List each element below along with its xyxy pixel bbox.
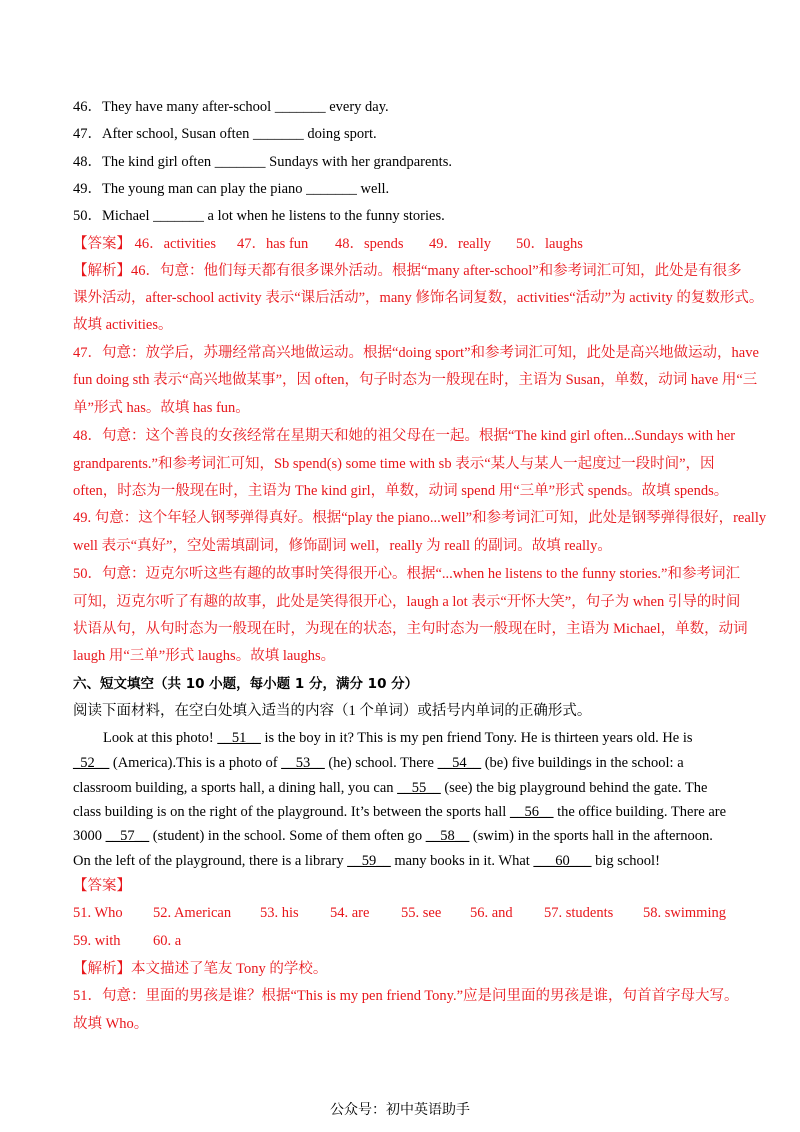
answer-item: 53. his xyxy=(260,905,299,921)
blank-56: __56__ xyxy=(509,804,554,820)
passage-line: Look at this photo! __51__ is the boy in it? This is my pen friend Tony. He is thirteen years old. He is xyxy=(103,730,693,746)
blank-60: ___60___ xyxy=(533,853,592,869)
answer-item: 59. with xyxy=(73,933,121,949)
question-49: 49．The young man can play the piano _______ well. xyxy=(73,181,390,197)
answer-46-50 xyxy=(73,235,728,253)
answer-item: 48．spends xyxy=(335,236,404,252)
answer-item: 60. a xyxy=(153,933,182,949)
answer-item: 49．really xyxy=(429,236,492,252)
passage-line: 3000 __57__ (student) in the school. Some of them often go __58__ (swim) in the sports hall in the afternoon. xyxy=(73,828,713,844)
answer-item: 57. students xyxy=(544,905,614,921)
question-46: 46．They have many after-school _______ every day. xyxy=(73,99,389,115)
analysis-line: fun doing sth 表示“高兴地做某事”，因 often，句子时态为一般现在时，主语为 Susan，单数，动词 have 用“三 xyxy=(73,372,758,388)
analysis-line: 单”形式 has。故填 has fun。 xyxy=(73,400,250,416)
analysis-line: laugh 用“三单”形式 laughs。故填 laughs。 xyxy=(73,648,336,664)
answer-tag: 【答案】 xyxy=(73,236,131,252)
answer-tag: 【答案】 xyxy=(73,878,131,894)
analysis-line: 可知，迈克尔听了有趣的故事，此处是笑得很开心，laugh a lot 表示“开怀大笑”，句子为 when 引导的时间 xyxy=(73,594,741,610)
blank-55: __55__ xyxy=(397,780,441,796)
blank-54: __54__ xyxy=(437,755,482,771)
analysis-line: 状语从句，从句时态为一般现在时，为现在的状态，主句时态为一般现在时，主语为 Michael，单数，动词 xyxy=(73,621,748,637)
analysis-line: 【解析】本文描述了笔友 Tony 的学校。 xyxy=(73,961,328,977)
blank-52: _52__ xyxy=(73,755,110,771)
analysis-line: 49. 句意：这个年轻人钢琴弹得真好。根据“play the piano...well”和参考词汇可知，此处是钢琴弹得很好，really xyxy=(73,510,767,526)
blank-58: __58__ xyxy=(425,828,470,844)
answer-item: 50．laughs xyxy=(516,236,583,252)
analysis-line: 47．句意：放学后，苏珊经常高兴地做运动。根据“doing sport”和参考词汇可知，此处是高兴地做运动，have xyxy=(73,345,759,361)
answer-item: 46．activities xyxy=(134,236,216,252)
passage-line: _52__ (America).This is a photo of __53__ (he) school. There __54__ (be) five buildings in the school: a xyxy=(73,755,684,771)
question-50: 50．Michael _______ a lot when he listens to the funny stories. xyxy=(73,208,445,224)
answer-item: 47．has fun xyxy=(237,236,309,252)
answer-item: 55. see xyxy=(401,905,442,921)
passage-line: On the left of the playground, there is a library __59__ many books in it. What ___60___ big school! xyxy=(73,853,660,869)
blank-53: __53__ xyxy=(281,755,325,771)
answer-item: 51. Who xyxy=(73,905,123,921)
analysis-line: well 表示“真好”，空处需填副词，修饰副词 well，really 为 reall 的副词。故填 really。 xyxy=(73,538,612,554)
analysis-line: 51．句意：里面的男孩是谁？根据“This is my pen friend Tony.”应是问里面的男孩是谁，句首首字母大写。 xyxy=(73,988,739,1004)
question-47: 47．After school, Susan often _______ doing sport. xyxy=(73,126,377,142)
page-footer: 公众号：初中英语助手 xyxy=(330,1103,470,1118)
answer-item: 56. and xyxy=(470,905,513,921)
passage-line: classroom building, a sports hall, a dining hall, you can __55__ (see) the big playground behind the gate. The xyxy=(73,780,708,796)
analysis-line: 故填 Who。 xyxy=(73,1016,149,1032)
analysis-line: often，时态为一般现在时，主语为 The kind girl，单数，动词 spend 用“三单”形式 spends。故填 spends。 xyxy=(73,483,729,499)
analysis-line: 50．句意：迈克尔听这些有趣的故事时笑得很开心。根据“...when he listens to the funny stories.”和参考词汇 xyxy=(73,566,740,582)
section-instruction: 阅读下面材料，在空白处填入适当的内容（1 个单词）或括号内单词的正确形式。 xyxy=(73,703,592,719)
answer-item: 58. swimming xyxy=(643,905,726,921)
analysis-line: 课外活动，after-school activity 表示“课后活动”，many 修饰名词复数，activities“活动”为 activity 的复数形式。 xyxy=(73,290,764,306)
analysis-line: 48．句意：这个善良的女孩经常在星期天和她的祖父母在一起。根据“The kind girl often...Sundays with her xyxy=(73,428,736,444)
answer-item: 54. are xyxy=(330,905,370,921)
question-48: 48．The kind girl often _______ Sundays with her grandparents. xyxy=(73,154,452,170)
passage-line: class building is on the right of the playground. It’s between the sports hall __56__ the office building. There are xyxy=(73,804,727,820)
blank-51: __51__ xyxy=(217,730,261,746)
analysis-line: 故填 activities。 xyxy=(73,317,173,333)
analysis-line: grandparents.”和参考词汇可知，Sb spend(s) some time with sb 表示“某人与某人一起度过一段时间”，因 xyxy=(73,456,715,472)
section-heading: 六、短文填空（共 10 小题，每小题 1 分，满分 10 分） xyxy=(73,676,419,692)
analysis-line: 【解析】46．句意：他们每天都有很多课外活动。根据“many after-school”和参考词汇可知，此处是有很多 xyxy=(73,263,742,279)
blank-59: __59__ xyxy=(347,853,391,869)
blank-57: __57__ xyxy=(105,828,150,844)
answer-item: 52. American xyxy=(153,905,232,921)
